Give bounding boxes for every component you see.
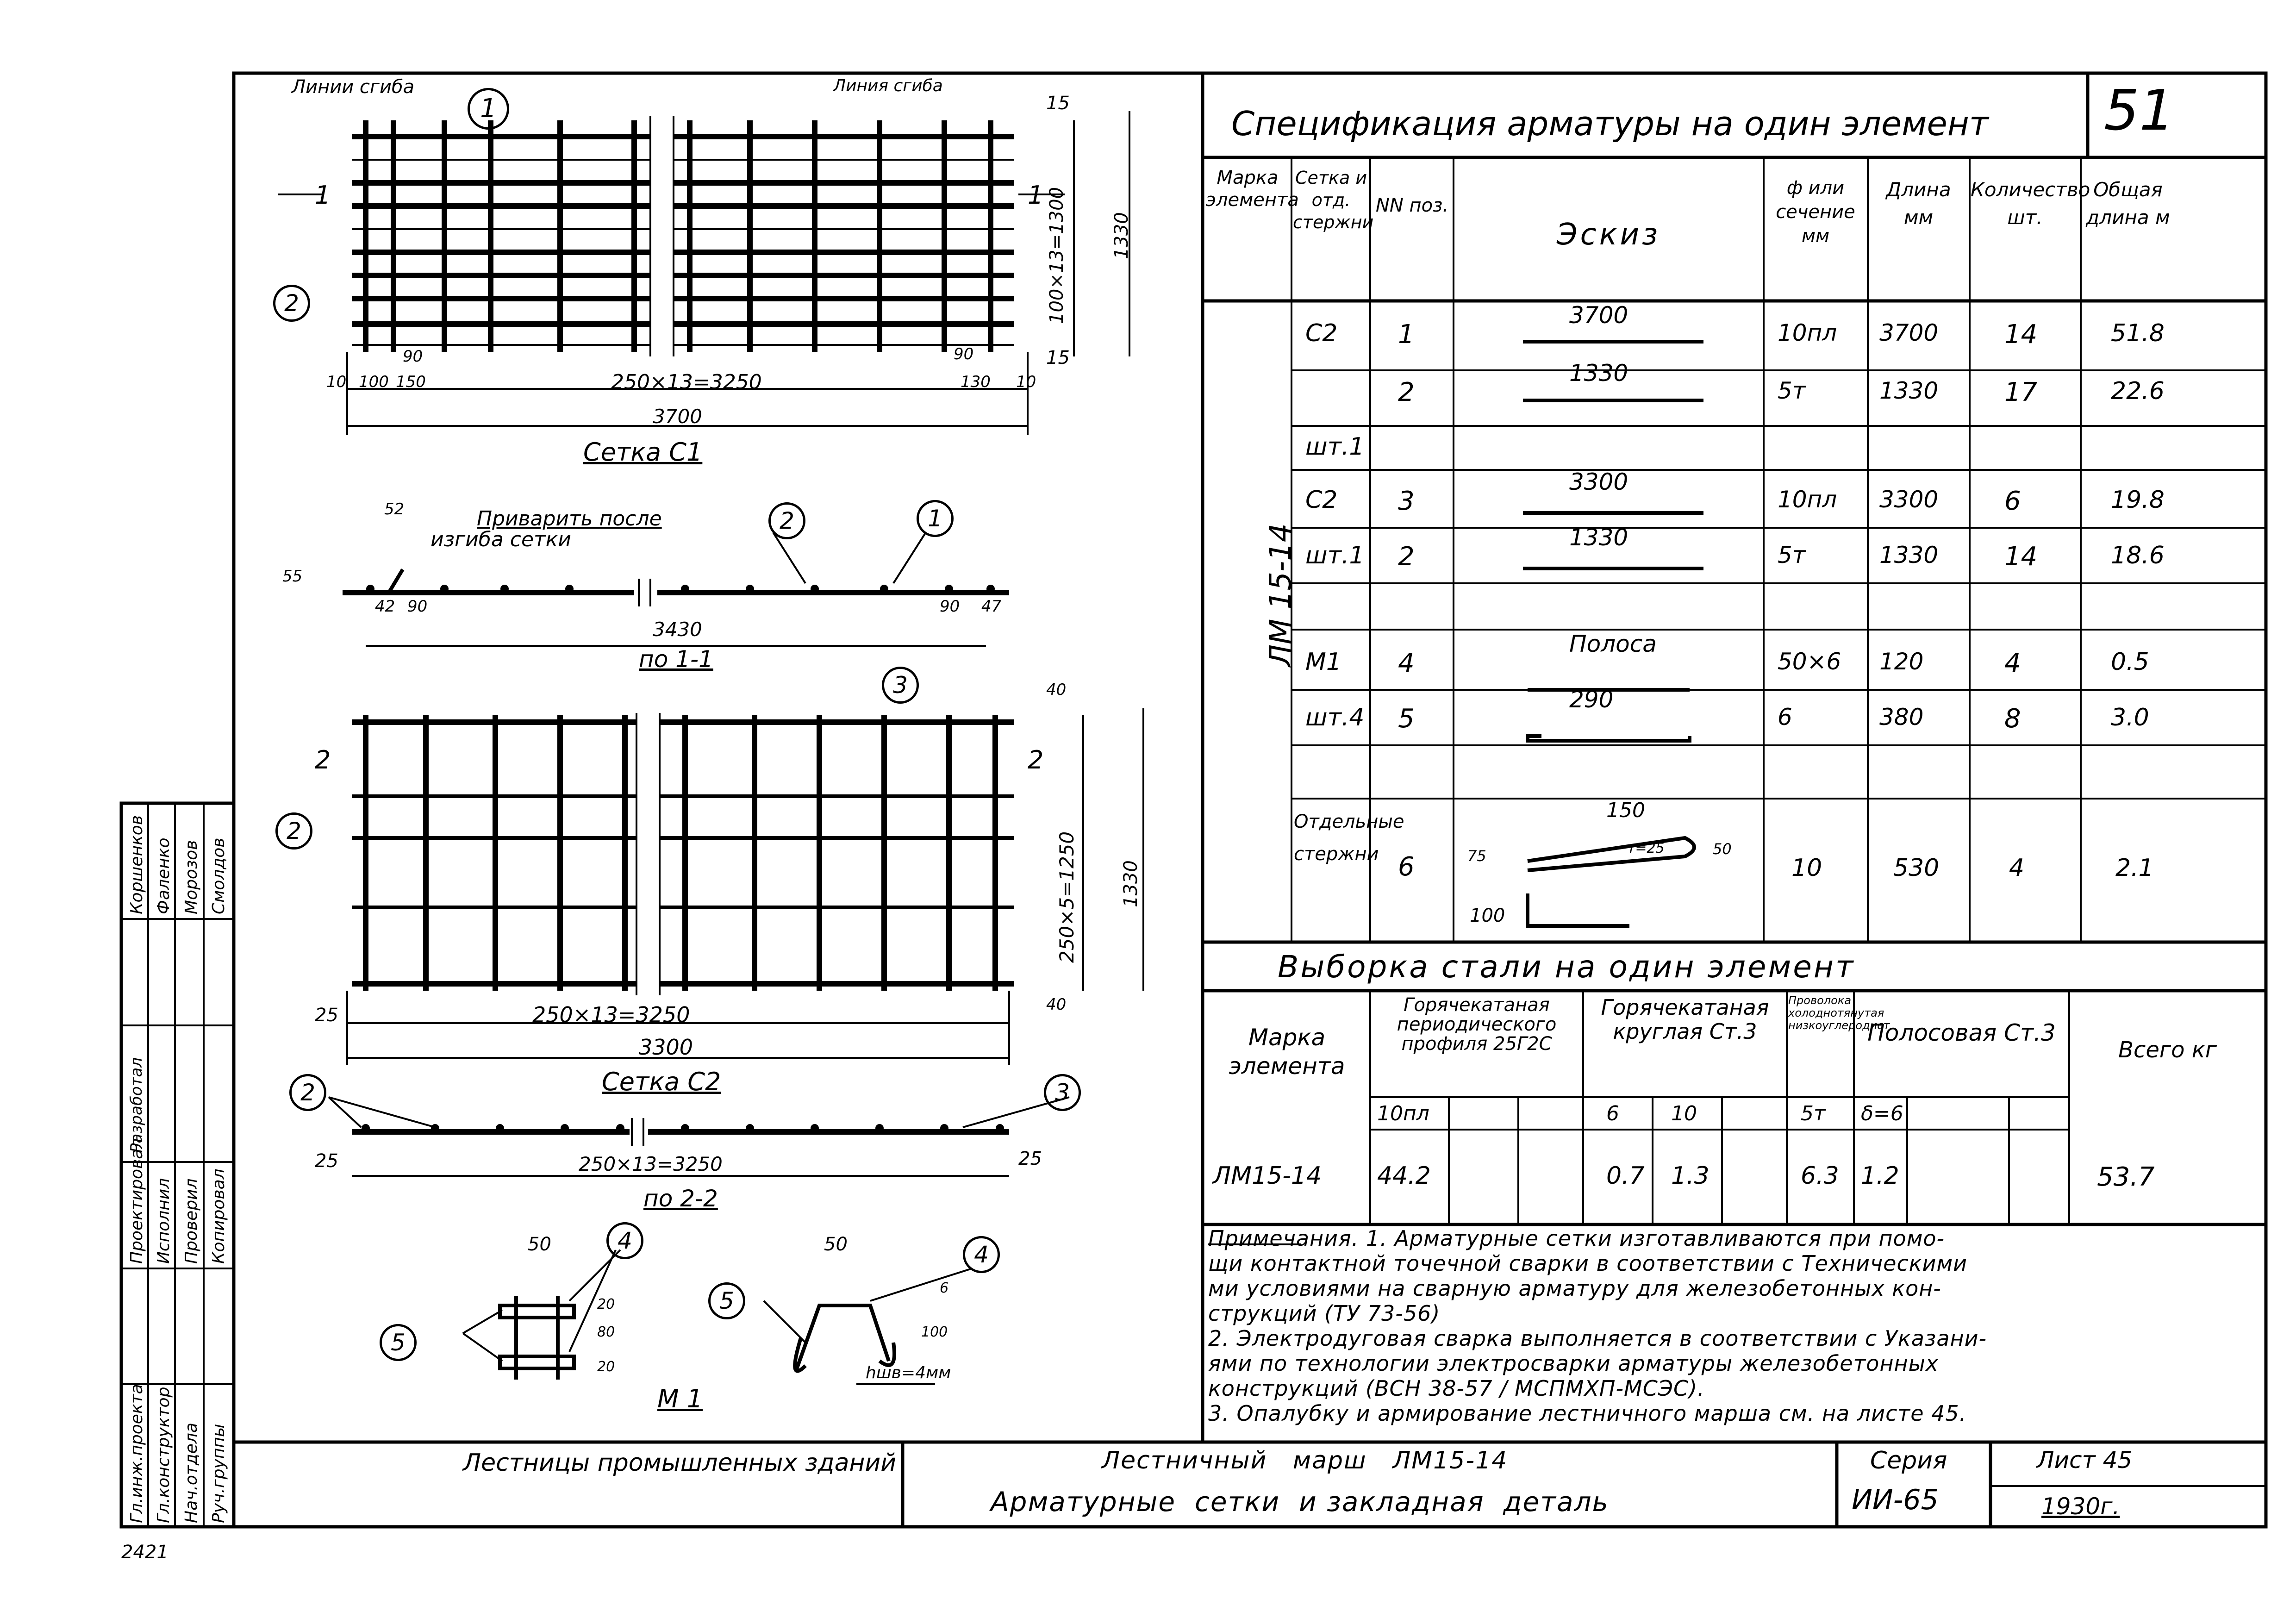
- steel-title: Выборка стали на один элемент: [1278, 949, 1855, 985]
- steel-value: 1.3: [1671, 1162, 1710, 1190]
- sketch-dim: r=25: [1629, 840, 1665, 856]
- spec-header: Количество шт.: [1971, 178, 2090, 229]
- stamp-name: Морозов: [182, 840, 201, 914]
- spec-len: 3300: [1879, 486, 1939, 513]
- sketch-dim: 75: [1467, 847, 1486, 865]
- spec-sketch-label: Полоса: [1569, 631, 1657, 657]
- section-mark: 2: [1028, 745, 1044, 775]
- stamp-name: Фаленко: [154, 837, 173, 914]
- spec-pos: 2: [1398, 542, 1415, 572]
- dim-label: 10: [326, 373, 347, 391]
- steel-col-mark: Марка элемента: [1229, 1024, 1345, 1080]
- dim-label: 50: [824, 1234, 848, 1255]
- spec-qty: 6: [2004, 486, 2021, 516]
- steel-subheader: 10: [1671, 1102, 1697, 1125]
- spec-qty: 14: [2004, 319, 2038, 350]
- steel-row-mark: ЛМ15-14: [1213, 1162, 1322, 1190]
- weld-note: Приварить после: [477, 507, 662, 531]
- dim-label: 1330: [1120, 860, 1142, 907]
- spec-dia: 5т: [1778, 542, 1806, 568]
- dim-label: 90: [407, 597, 428, 616]
- stamp-name: Смолдов: [209, 837, 228, 914]
- note-line: щи контактной точечной сварки в соответствии с Техническими: [1208, 1251, 1968, 1276]
- stamp-role: Руч.группы: [209, 1424, 228, 1523]
- note-line: 3. Опалубку и армирование лестничного марша см. на листе 45.: [1208, 1401, 1967, 1426]
- spec-dia: 10пл: [1778, 486, 1837, 513]
- weld-size: hшв=4мм: [866, 1363, 951, 1382]
- object-title-line1: Лестничный марш ЛМ15-14: [1102, 1447, 1508, 1474]
- spec-total: 18.6: [2111, 542, 2165, 569]
- spec-dia: 10пл: [1778, 319, 1837, 346]
- spec-pos: 5: [1398, 704, 1415, 734]
- dim-label: 6: [940, 1280, 949, 1296]
- dim-label: 100: [359, 373, 389, 391]
- spec-total: 3.0: [2111, 704, 2149, 731]
- weld-note: изгиба сетки: [430, 528, 571, 551]
- spec-qty: 14: [2004, 542, 2038, 572]
- spec-sketch-label: 3700: [1569, 302, 1628, 329]
- spec-total: 22.6: [2111, 377, 2165, 405]
- bend-lines-label: Линии сгиба: [292, 76, 415, 98]
- spec-group: шт.1: [1305, 433, 1365, 461]
- caption-mesh-c2: Сетка С2: [602, 1067, 721, 1096]
- margin-note: 2421: [121, 1542, 168, 1563]
- dim-label: 15: [1046, 347, 1070, 369]
- pos-marker: 5: [380, 1324, 417, 1361]
- pos-marker: 3: [1044, 1074, 1081, 1111]
- section-mark: 2: [315, 745, 331, 775]
- spec-len: 1330: [1879, 542, 1939, 568]
- dim-label: 3300: [639, 1035, 693, 1060]
- spec-sketch-label: 290: [1569, 686, 1614, 713]
- spec-qty: 8: [2004, 704, 2021, 734]
- dim-label: 15: [1046, 93, 1070, 114]
- spec-len: 120: [1879, 648, 1924, 675]
- spec-dia: 10: [1791, 854, 1822, 882]
- dim-label: 80: [597, 1324, 615, 1340]
- spec-total: 19.8: [2111, 486, 2165, 514]
- pos-marker: 2: [768, 502, 805, 539]
- stamp-role: Разработал: [127, 1057, 146, 1153]
- dim-label: 25: [315, 1005, 338, 1026]
- spec-dia: 6: [1778, 704, 1792, 731]
- spec-len: 380: [1879, 704, 1924, 731]
- pos-marker: 1: [917, 500, 954, 537]
- note-line: ями по технологии электросварки арматуры железобетонных: [1208, 1351, 1939, 1376]
- sheet-label: Лист 45: [2037, 1447, 2133, 1474]
- spec-sketch-label: 3300: [1569, 468, 1628, 495]
- element-mark: ЛМ 15-14: [1264, 523, 1298, 667]
- stamp-role: Проверил: [182, 1178, 201, 1264]
- spec-qty: 4: [2004, 648, 2021, 678]
- spec-header: Сетка и отд. стержни: [1293, 168, 1374, 232]
- steel-value: 0.7: [1606, 1162, 1645, 1190]
- spec-len: 3700: [1879, 319, 1939, 346]
- dim-label: 55: [282, 567, 303, 586]
- dim-label: 250×13=3250: [579, 1153, 723, 1175]
- spec-qty: 17: [2004, 377, 2038, 407]
- note-line: 2. Электродуговая сварка выполняется в соответствии с Указани-: [1208, 1326, 1987, 1351]
- spec-len: 1330: [1879, 377, 1939, 404]
- pos-marker: 4: [963, 1236, 1000, 1273]
- steel-value: 1.2: [1861, 1162, 1899, 1190]
- spec-total: 51.8: [2111, 319, 2165, 347]
- dim-label: 25: [1018, 1148, 1042, 1169]
- pos-marker: 5: [708, 1282, 745, 1319]
- spec-qty: 4: [2009, 854, 2025, 882]
- pos-marker: 4: [606, 1222, 643, 1259]
- stamp-role: Проектировал: [127, 1138, 146, 1264]
- pos-marker: 2: [275, 812, 312, 849]
- spec-dia: 5т: [1778, 377, 1806, 404]
- caption-m1: М 1: [657, 1384, 703, 1413]
- caption-section-1-1: по 1-1: [639, 646, 713, 673]
- dim-label: 40: [1046, 995, 1067, 1014]
- spec-pos: 6: [1398, 852, 1415, 882]
- dim-label: 100×13=1300: [1046, 187, 1067, 324]
- steel-subheader: 5т: [1801, 1102, 1826, 1125]
- caption-mesh-c1: Сетка С1: [583, 437, 703, 467]
- spec-group: М1: [1305, 648, 1341, 676]
- dim-label: 3430: [653, 618, 702, 641]
- stamp-role: Гл.инж.проекта: [127, 1384, 146, 1523]
- dim-label: 150: [396, 373, 426, 391]
- dim-label: 42: [375, 597, 395, 616]
- pos-marker: 3: [882, 667, 919, 704]
- spec-sketch-label: 1330: [1569, 524, 1628, 551]
- spec-header: NN поз.: [1375, 195, 1449, 216]
- spec-group: С2: [1305, 319, 1338, 347]
- spec-total: 0.5: [2111, 648, 2149, 676]
- pos-marker: 2: [273, 285, 310, 322]
- spec-header: Эскиз: [1556, 218, 1661, 252]
- dim-label: 100: [921, 1324, 948, 1340]
- section-mark: 1: [1028, 181, 1044, 210]
- series-label: Серия: [1870, 1447, 1947, 1474]
- spec-group: С2: [1305, 486, 1338, 514]
- note-line: Примечания. 1. Арматурные сетки изготавливаются при помо-: [1208, 1226, 1945, 1251]
- dim-label: 130: [961, 373, 991, 391]
- spec-pos: 2: [1398, 377, 1415, 407]
- spec-total: 2.1: [2115, 854, 2154, 882]
- steel-row-total: 53.7: [2097, 1162, 2155, 1192]
- dim-label: 50: [528, 1234, 551, 1255]
- dim-label: 3700: [653, 405, 702, 428]
- dim-label: 25: [315, 1150, 338, 1172]
- pos-marker: 2: [289, 1074, 326, 1111]
- steel-subheader: δ=6: [1861, 1102, 1903, 1125]
- dim-label: 52: [384, 500, 405, 518]
- bend-line-label: Линия сгиба: [833, 76, 943, 95]
- dim-label: 90: [940, 597, 960, 616]
- section-mark: 1: [315, 181, 331, 210]
- spec-header: Марка элемента: [1206, 167, 1299, 211]
- dim-label: 20: [597, 1359, 615, 1375]
- spec-dia: 50×6: [1778, 648, 1841, 675]
- steel-value: 44.2: [1377, 1162, 1431, 1190]
- dim-label: 40: [1046, 681, 1067, 699]
- dim-label: 250×5=1250: [1055, 831, 1078, 963]
- sketch-dim: 150: [1606, 799, 1645, 822]
- stamp-role: Гл.конструктор: [154, 1387, 173, 1523]
- stamp-role: Исполнил: [154, 1178, 173, 1264]
- year: 1930г.: [2041, 1493, 2120, 1520]
- spec-group: шт.4: [1305, 704, 1365, 731]
- dim-label: 1330: [1111, 212, 1132, 259]
- dim-label: 250×13=3250: [611, 370, 762, 394]
- dim-label: 90: [403, 347, 423, 366]
- steel-value: 6.3: [1801, 1162, 1839, 1190]
- stamp-name: Коршенков: [127, 815, 146, 914]
- spec-header: Длина мм: [1886, 178, 1951, 229]
- steel-col-total: Всего кг: [2118, 1037, 2217, 1063]
- spec-sketch-label: 1330: [1569, 360, 1628, 387]
- steel-col-round: Горячекатаная круглая Ст.3: [1601, 995, 1769, 1044]
- steel-col-wire: Проволока холоднотянутая низкоуглеродист.: [1788, 994, 1894, 1032]
- caption-section-2-2: по 2-2: [643, 1185, 718, 1212]
- dim-label: 20: [597, 1296, 615, 1312]
- sketch-dim: 100: [1470, 905, 1505, 926]
- spec-header: ф или сечение мм: [1776, 177, 1855, 247]
- steel-col-periodic: Горячекатаная периодического профиля 25Г2С: [1397, 994, 1557, 1055]
- note-line: ми условиями на сварную арматуру для железобетонных кон-: [1208, 1276, 1941, 1301]
- stamp-role: Нач.отдела: [182, 1423, 201, 1523]
- spec-pos: 4: [1398, 648, 1415, 678]
- dim-label: 10: [1016, 373, 1036, 391]
- steel-subheader: 10пл: [1377, 1102, 1429, 1125]
- project-title: Лестницы промышленных зданий: [463, 1449, 897, 1477]
- steel-col-strip: Полосовая Ст.3: [1867, 1019, 2056, 1046]
- spec-pos: 1: [1398, 319, 1415, 350]
- spec-len: 530: [1893, 854, 1940, 882]
- object-title-line2: Арматурные сетки и закладная деталь: [991, 1486, 1609, 1518]
- sketch-dim: 50: [1713, 840, 1732, 858]
- mesh-c2: [347, 708, 1143, 1065]
- steel-subheader: 6: [1606, 1102, 1619, 1125]
- dim-label: 90: [954, 345, 974, 363]
- note-line: струкций (ТУ 73-56): [1208, 1301, 1441, 1326]
- sheet-number: 51: [2104, 79, 2175, 143]
- dim-label: 47: [981, 597, 1002, 616]
- spec-header: Общая длина м: [2086, 178, 2170, 229]
- note-line: конструкций (ВСН 38-57 / МСПМХП-МСЭС).: [1208, 1376, 1705, 1401]
- spec-group: шт.1: [1305, 542, 1365, 569]
- spec-pos: 3: [1398, 486, 1415, 516]
- spec-group: Отдельные стержни: [1294, 811, 1404, 865]
- dim-label: 250×13=3250: [532, 1002, 690, 1027]
- series-value: ИИ-65: [1852, 1484, 1939, 1516]
- pos-marker: 1: [468, 88, 509, 130]
- spec-title: Спецификация арматуры на один элемент: [1231, 104, 1989, 143]
- stamp-role: Копировал: [209, 1168, 228, 1264]
